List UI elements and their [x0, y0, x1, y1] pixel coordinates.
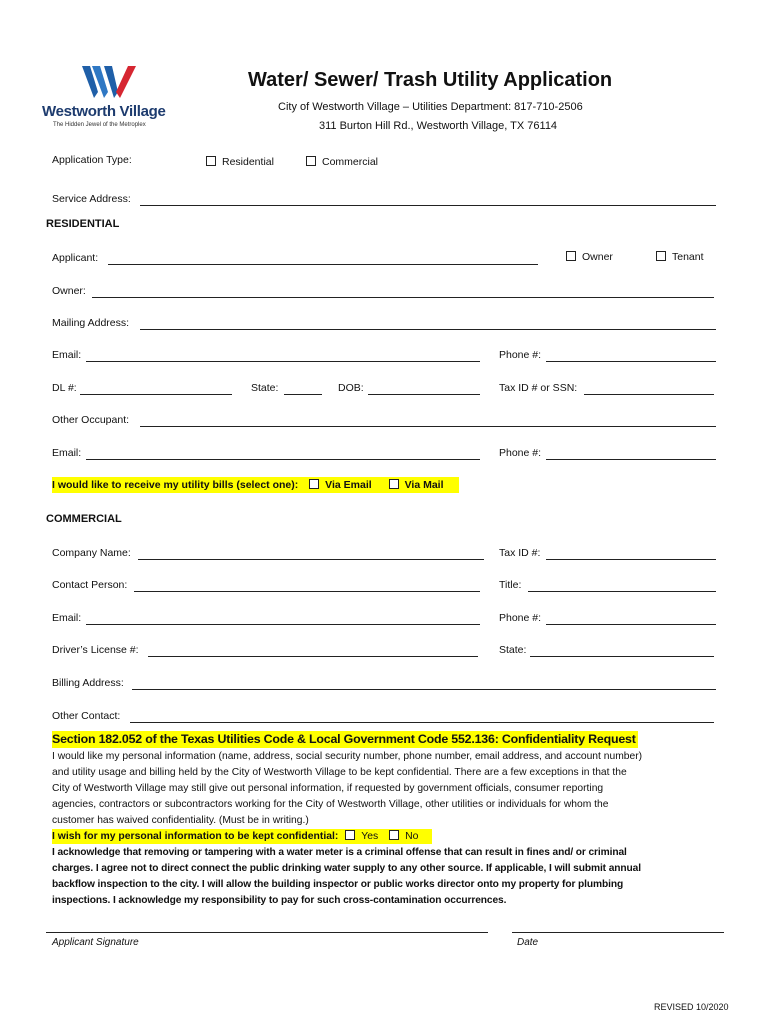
commercial-email-label: Email:: [52, 612, 82, 624]
taxid-ssn-label: Tax ID # or SSN:: [499, 382, 578, 394]
dl-field[interactable]: [80, 394, 232, 395]
bill-delivery-prompt: I would like to receive my utility bills (select one):: [52, 479, 299, 491]
checkbox-icon[interactable]: [656, 251, 666, 261]
checkbox-icon[interactable]: [566, 251, 576, 261]
acknowledgement-line: backflow inspection to the city. I will allow the building inspector or public works director onto my property for plumbing: [52, 879, 624, 890]
applicant-signature-field[interactable]: [46, 932, 488, 933]
logo-tagline: The Hidden Jewel of the Metroplex: [53, 122, 146, 128]
applicant-field[interactable]: [108, 264, 538, 265]
checkbox-icon[interactable]: [306, 156, 316, 166]
bill-via-email-option[interactable]: Via Email: [309, 479, 374, 491]
dob-field[interactable]: [368, 394, 480, 395]
billing-address-label: Billing Address:: [52, 677, 124, 689]
confidentiality-line: customer has waived confidentiality. (Must be in writing.): [52, 815, 309, 826]
drivers-license-field[interactable]: [148, 656, 478, 657]
company-name-label: Company Name:: [52, 547, 131, 559]
commercial-taxid-label: Tax ID #:: [499, 547, 541, 559]
application-type-commercial[interactable]: Commercial: [306, 156, 378, 168]
address-line: 311 Burton Hill Rd., Westworth Village, TX 76114: [319, 120, 558, 132]
commercial-state-field[interactable]: [530, 656, 714, 657]
residential-phone-field[interactable]: [546, 361, 716, 362]
dl-state-field[interactable]: [284, 394, 322, 395]
contact-title-label: Title:: [499, 579, 522, 591]
applicant-owner-option[interactable]: Owner: [566, 251, 613, 263]
confidential-no-option[interactable]: No: [389, 831, 418, 842]
logo-name: Westworth Village: [42, 103, 166, 120]
confidentiality-heading: Section 182.052 of the Texas Utilities Code & Local Government Code 552.136: Confidentiality Request: [52, 732, 636, 746]
other-occupant-field[interactable]: [140, 426, 716, 427]
other-occupant-label: Other Occupant:: [52, 414, 130, 426]
owner-field[interactable]: [92, 297, 714, 298]
acknowledgement-line: I acknowledge that removing or tampering with a water meter is a criminal offense that can result in fines and/ or criminal: [52, 847, 627, 858]
checkbox-icon[interactable]: [206, 156, 216, 166]
contact-person-label: Contact Person:: [52, 579, 128, 591]
application-type-label: Application Type:: [52, 154, 132, 166]
checkbox-icon[interactable]: [345, 830, 355, 840]
applicant-signature-label: Applicant Signature: [52, 937, 139, 948]
logo-w-mark-icon: [42, 62, 177, 100]
confidentiality-line: and utility usage and billing held by the City of Westworth Village to be kept confidential. There are a few exceptions in that the: [52, 767, 627, 778]
other-contact-field[interactable]: [130, 722, 714, 723]
confidentiality-text: [52, 749, 720, 829]
dob-label: DOB:: [338, 382, 364, 394]
owner-label: Owner:: [52, 285, 86, 297]
occupant-email-field[interactable]: [86, 459, 480, 460]
applicant-label: Applicant:: [52, 252, 99, 264]
residential-email-field[interactable]: [86, 361, 480, 362]
bill-delivery-row: [52, 477, 459, 493]
occupant-phone-label: Phone #:: [499, 447, 542, 459]
company-name-field[interactable]: [138, 559, 484, 560]
dl-label: DL #:: [52, 382, 77, 394]
commercial-phone-field[interactable]: [546, 624, 716, 625]
residential-phone-label: Phone #:: [499, 349, 542, 361]
billing-address-field[interactable]: [132, 689, 716, 690]
service-address-field[interactable]: [140, 205, 716, 206]
commercial-taxid-field[interactable]: [546, 559, 716, 560]
checkbox-icon[interactable]: [309, 479, 319, 489]
occupant-email-label: Email:: [52, 447, 82, 459]
occupant-phone-field[interactable]: [546, 459, 716, 460]
drivers-license-label: Driver’s License #:: [52, 644, 139, 656]
other-contact-label: Other Contact:: [52, 710, 121, 722]
acknowledgement-line: inspections. I acknowledge my responsibility to pay for such cross-contamination occurrences.: [52, 895, 507, 906]
department-line: City of Westworth Village – Utilities Department: 817-710-2506: [278, 101, 583, 113]
residential-email-label: Email:: [52, 349, 82, 361]
commercial-phone-label: Phone #:: [499, 612, 542, 624]
confidentiality-line: City of Westworth Village may still give out personal information, if requested by government officials, consumer reporting: [52, 783, 604, 794]
checkbox-icon[interactable]: [389, 830, 399, 840]
application-type-residential[interactable]: Residential: [206, 156, 274, 168]
contact-person-field[interactable]: [134, 591, 480, 592]
confidentiality-line: agencies, contractors or subcontractors working for the City of Westworth Village, other utilities or individuals for whom the: [52, 799, 609, 810]
contact-title-field[interactable]: [528, 591, 716, 592]
applicant-tenant-option[interactable]: Tenant: [656, 251, 704, 263]
westworth-village-logo: [42, 62, 177, 130]
date-field[interactable]: [512, 932, 724, 933]
confidential-request-row: [52, 829, 432, 844]
bill-via-mail-option[interactable]: Via Mail: [389, 479, 444, 491]
acknowledgement-text: [52, 845, 720, 909]
commercial-heading: COMMERCIAL: [46, 513, 122, 525]
taxid-ssn-field[interactable]: [584, 394, 714, 395]
service-address-label: Service Address:: [52, 193, 131, 205]
confidentiality-line: I would like my personal information (name, address, social security number, phone number, email address, and account number): [52, 751, 643, 762]
confidential-request-prompt: I wish for my personal information to be kept confidential:: [52, 831, 339, 842]
mailing-address-field[interactable]: [140, 329, 716, 330]
mailing-address-label: Mailing Address:: [52, 317, 130, 329]
date-label: Date: [517, 937, 539, 948]
revised-stamp: REVISED 10/2020: [654, 1002, 729, 1012]
checkbox-icon[interactable]: [389, 479, 399, 489]
page-title: Water/ Sewer/ Trash Utility Application: [248, 69, 613, 91]
commercial-email-field[interactable]: [86, 624, 480, 625]
acknowledgement-line: charges. I agree not to direct connect the public drinking water supply to any other source. If applicable, I will submit annual: [52, 863, 641, 874]
confidential-yes-option[interactable]: Yes: [345, 831, 381, 842]
dl-state-label: State:: [251, 382, 279, 394]
residential-heading: RESIDENTIAL: [46, 218, 120, 230]
commercial-state-label: State:: [499, 644, 527, 656]
